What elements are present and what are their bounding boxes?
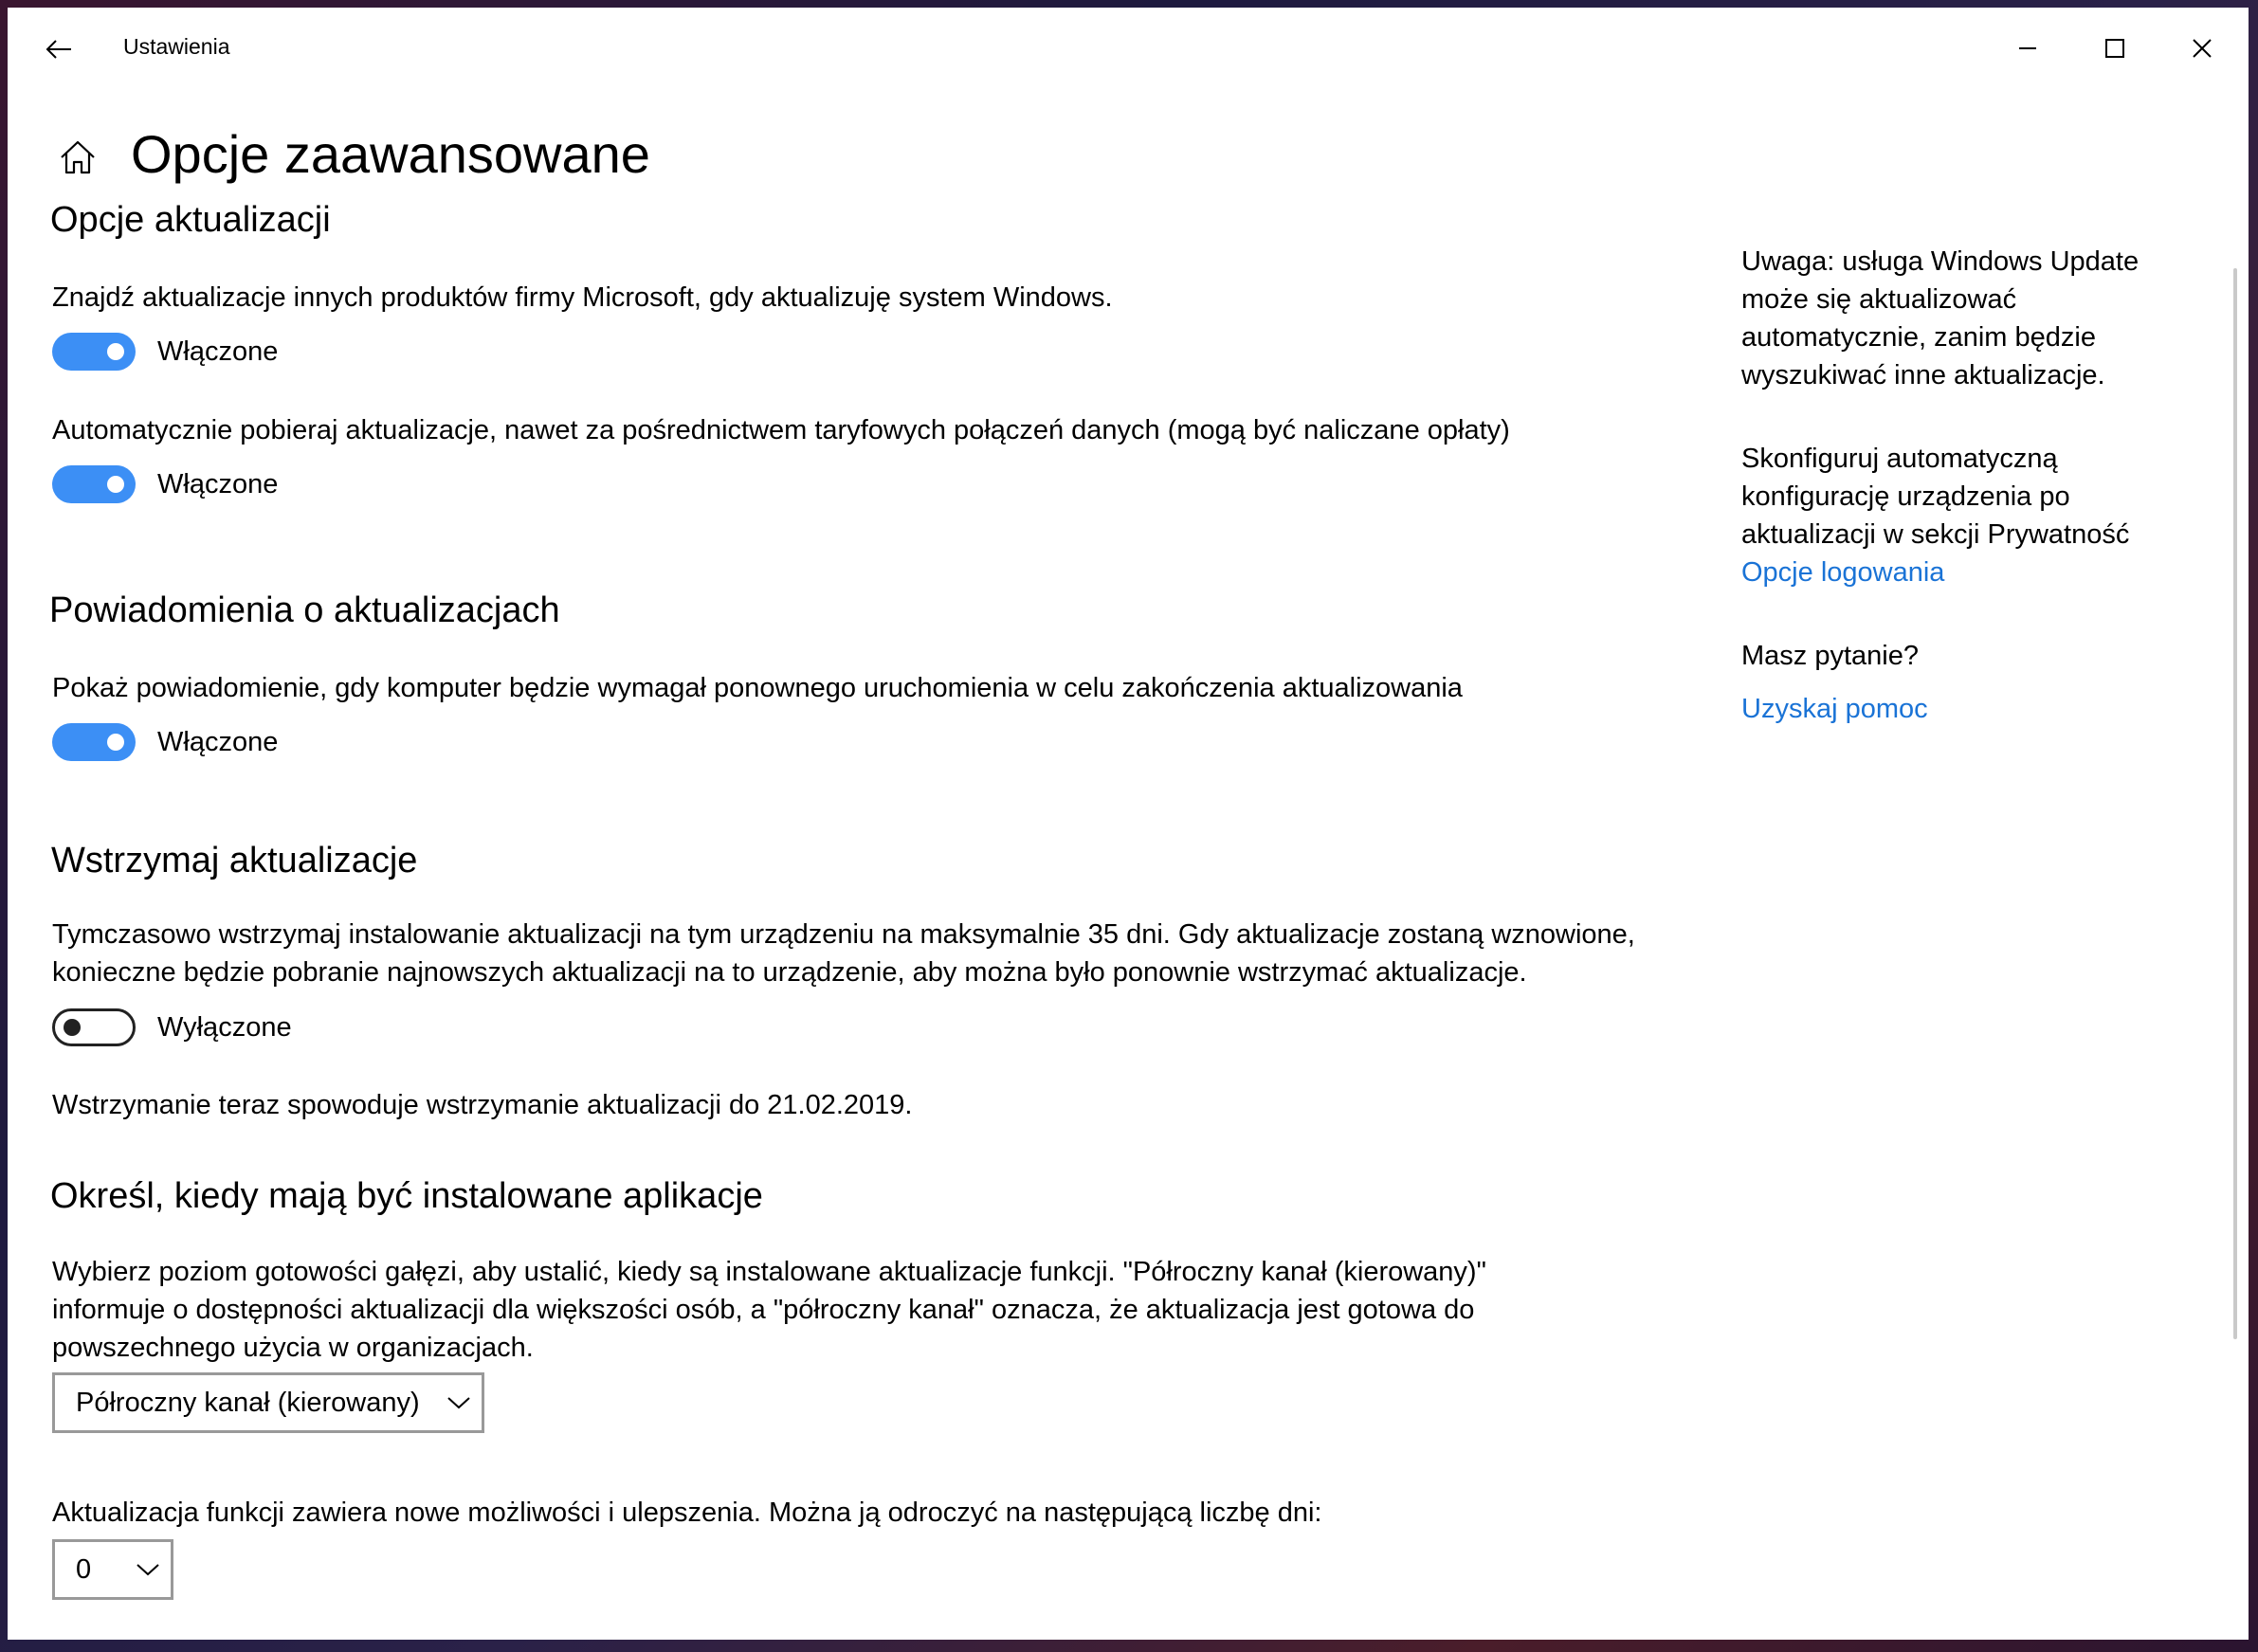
back-arrow-icon	[46, 39, 72, 60]
find-other-products-label: Znajdź aktualizacje innych produktów firmy Microsoft, gdy aktualizuję system Windows.	[52, 282, 1113, 313]
page-title: Opcje zaawansowane	[131, 124, 650, 184]
restart-notification-state: Włączone	[157, 727, 279, 757]
channel-dropdown-value: Półroczny kanał (kierowany)	[76, 1387, 420, 1418]
find-other-products-state: Włączone	[157, 336, 279, 367]
toggle-knob	[107, 343, 124, 360]
title-bar	[8, 8, 2249, 83]
metered-download-label: Automatycznie pobieraj aktualizacje, nawet za pośrednictwem taryfowych połączeń danych (mogą być naliczane opłaty)	[52, 415, 1510, 445]
pause-description: Tymczasowo wstrzymaj instalowanie aktualizacji na tym urządzeniu na maksymalnie 35 dni. Gdy aktualizacje zostaną wznowione, konieczne będzie pobranie najnowszych aktualizacji na to urządzenie, aby można było ponownie wstrzymać aktualizacje.	[52, 919, 1635, 988]
install-timing-heading: Określ, kiedy mają być instalowane aplikacje	[50, 1176, 763, 1216]
update-options-heading: Opcje aktualizacji	[50, 200, 331, 240]
install-timing-description: Wybierz poziom gotowości gałęzi, aby ustalić, kiedy są instalowane aktualizacje funkcji. "Półroczny kanał (kierowany)" informuje o dostępności aktualizacji dla większości osób, a "półroczny kanał" oznacza, że aktualizacja jest gotowa do powszechnego użycia w organizacjach.	[52, 1257, 1486, 1363]
chevron-down-icon	[136, 1562, 160, 1577]
sign-in-options-link[interactable]: Opcje logowania	[1741, 557, 1945, 588]
restart-notification-label: Pokaż powiadomienie, gdy komputer będzie wymagał ponownego uruchomienia w celu zakończenia aktualizowania	[52, 673, 1463, 703]
minimize-button[interactable]	[1985, 17, 2070, 80]
settings-window	[8, 8, 2249, 1640]
pause-updates-state: Wyłączone	[157, 1012, 292, 1043]
defer-days-dropdown[interactable]	[52, 1539, 173, 1600]
toggle-knob	[107, 476, 124, 493]
sidebar-note: Uwaga: usługa Windows Update może się aktualizować automatycznie, zanim będzie wyszukiwać inne aktualizacje.	[1741, 246, 2140, 390]
toggle-knob	[64, 1019, 81, 1036]
chevron-down-icon	[446, 1395, 471, 1410]
defer-days-value: 0	[76, 1553, 92, 1585]
maximize-button[interactable]	[2072, 17, 2158, 80]
home-icon	[60, 140, 96, 174]
home-button[interactable]	[49, 131, 106, 184]
defer-days-label: Aktualizacja funkcji zawiera nowe możliwości i ulepszenia. Można ją odroczyć na następującą liczbę dni:	[52, 1498, 1322, 1528]
pause-heading: Wstrzymaj aktualizacje	[51, 841, 418, 880]
close-button[interactable]	[2159, 17, 2245, 80]
app-title: Ustawienia	[123, 34, 230, 59]
get-help-link[interactable]: Uzyskaj pomoc	[1741, 694, 1928, 724]
pause-info: Wstrzymanie teraz spowoduje wstrzymanie aktualizacji do 21.02.2019.	[52, 1090, 913, 1120]
sidebar-question: Masz pytanie?	[1741, 641, 1919, 671]
maximize-icon	[2105, 39, 2124, 58]
find-other-products-toggle[interactable]	[52, 333, 136, 371]
metered-download-state: Włączone	[157, 469, 279, 499]
close-icon	[2193, 39, 2212, 58]
channel-dropdown[interactable]	[52, 1372, 484, 1433]
metered-download-toggle[interactable]	[52, 465, 136, 503]
sidebar-privacy-text: Skonfiguruj automatyczną konfigurację urządzenia po aktualizacji w sekcji Prywatność	[1741, 444, 2130, 550]
notifications-heading: Powiadomienia o aktualizacjach	[49, 590, 560, 630]
restart-notification-toggle[interactable]	[52, 723, 136, 761]
minimize-icon	[2018, 39, 2037, 58]
back-button[interactable]	[28, 27, 89, 72]
scrollbar[interactable]	[2233, 268, 2237, 1339]
pause-updates-toggle[interactable]	[52, 1008, 136, 1046]
toggle-knob	[107, 734, 124, 751]
